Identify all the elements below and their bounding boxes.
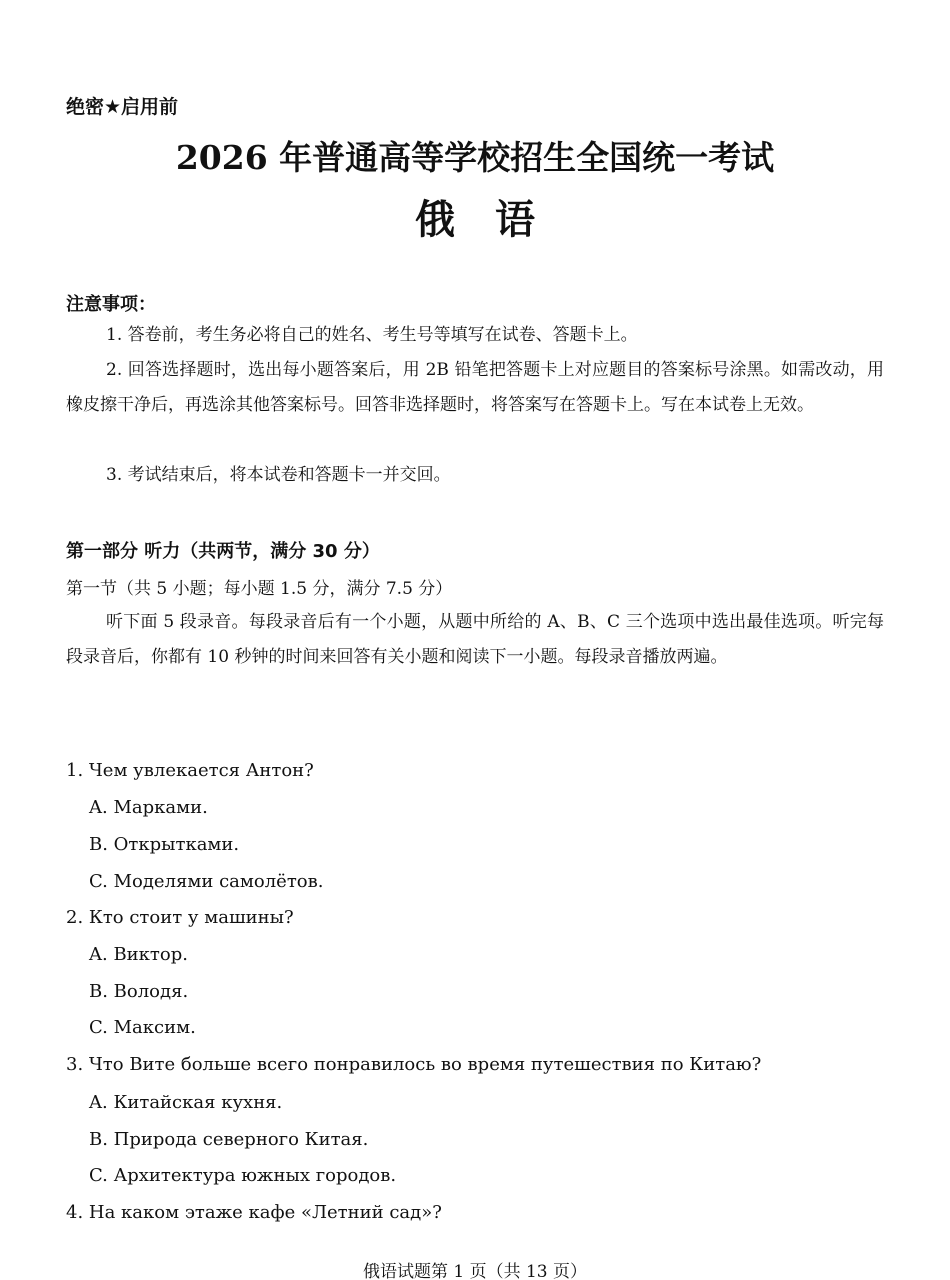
answer-option: B. Природа северного Китая. [89, 1129, 369, 1150]
notice-item: 2. 回答选择题时，选出每小题答案后，用 2B 铅笔把答题卡上对应题目的答案标号涂黑。如需改动，用橡皮擦干净后，再选涂其他答案标号。回答非选择题时，将答案写在答题卡上。写在本试卷上无效。 [66, 360, 884, 415]
question-text: 1. Чем увлекается Антон? [66, 760, 314, 781]
question-text: 4. На каком этаже кафе «Летний сад»? [66, 1202, 442, 1223]
notice-heading: 注意事项： [66, 294, 156, 315]
notice-item: 3. 考试结束后，将本试卷和答题卡一并交回。 [106, 465, 451, 485]
notice-item: 1. 答卷前，考生务必将自己的姓名、考生号等填写在试卷、答题卡上。 [106, 325, 638, 345]
answer-option: C. Архитектура южных городов. [89, 1165, 397, 1186]
section-heading: 第一节（共 5 小题；每小题 1.5 分，满分 7.5 分） [66, 579, 453, 599]
subject-title: 俄语 [415, 196, 575, 243]
answer-option: B. Володя. [89, 981, 189, 1002]
section-instructions: 听下面 5 段录音。每段录音后有一个小题，从题中所给的 A、B、C 三个选项中选出最佳选项。听完每段录音后，你都有 10 秒钟的时间来回答有关小题和阅读下一小题。每段录音播放两遍。 [66, 612, 884, 667]
answer-option: A. Виктор. [89, 944, 188, 965]
confidential-label: 绝密★启用前 [66, 96, 179, 118]
answer-option: B. Открытками. [89, 834, 240, 855]
page-footer: 俄语试题第 1 页（共 13 页） [362, 1262, 588, 1280]
answer-option: C. Моделями самолётов. [89, 871, 324, 892]
part-heading: 第一部分 听力（共两节，满分 30 分） [66, 541, 380, 562]
question-text: 3. Что Вите больше всего понравилось во время путешествия по Китаю? [66, 1054, 762, 1075]
answer-option: A. Китайская кухня. [89, 1092, 283, 1113]
question-text: 2. Кто стоит у машины? [66, 907, 294, 928]
answer-option: C. Максим. [89, 1017, 196, 1038]
answer-option: A. Марками. [89, 797, 208, 818]
exam-title: 2026 年普通高等学校招生全国统一考试 [175, 138, 775, 177]
